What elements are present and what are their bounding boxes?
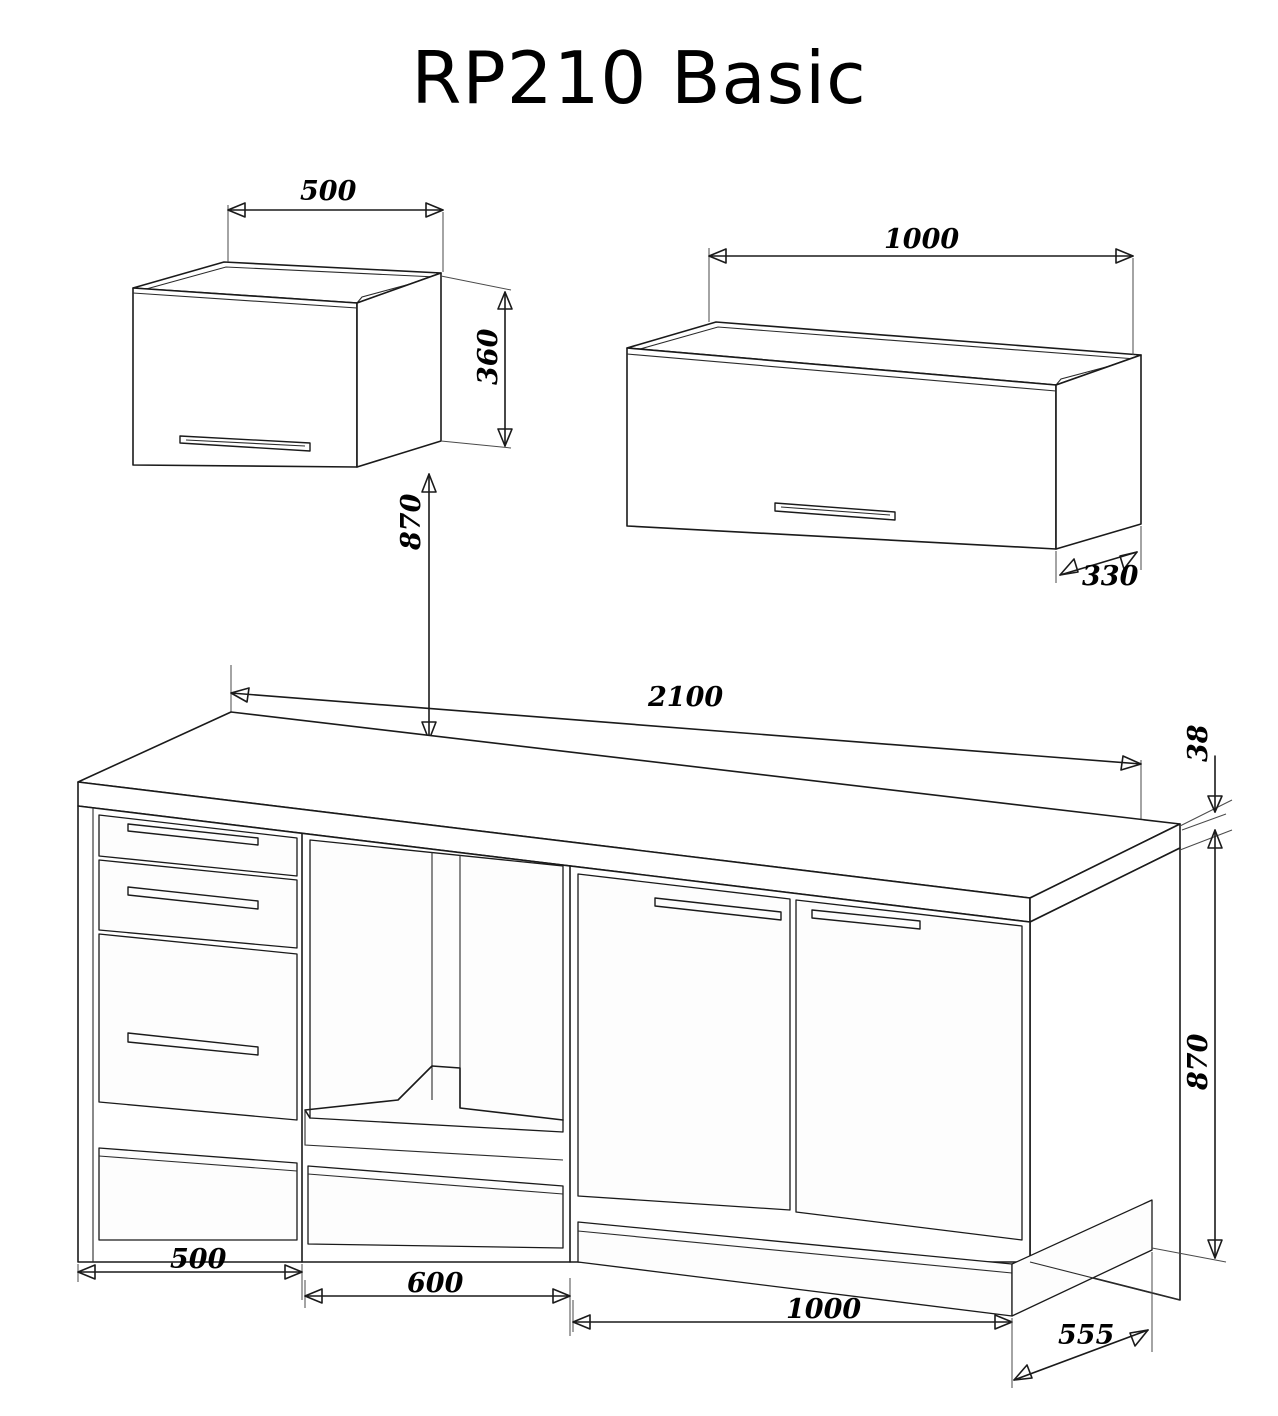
dimension-870-mount — [396, 474, 436, 740]
dimension-label: 1000 — [884, 224, 960, 255]
page-title: RP210 Basic — [411, 36, 867, 120]
dimension-label: 870 — [1183, 1033, 1214, 1090]
drawer-stack-500 — [99, 815, 302, 1262]
dimension-label: 600 — [407, 1268, 464, 1299]
appliance-opening-600 — [305, 840, 570, 1262]
dimension-label: 870 — [396, 493, 427, 550]
cabinet-side-face — [357, 273, 441, 467]
dimension-label: 555 — [1058, 1320, 1115, 1351]
drawer-front-3 — [99, 934, 297, 1120]
dimension-label: 1000 — [786, 1294, 862, 1325]
plinth-left — [99, 1148, 297, 1240]
dimension-label: 500 — [300, 176, 357, 207]
opening-interior — [310, 840, 563, 1132]
base-cabinet-run — [78, 712, 1180, 1316]
dimension-label: 500 — [170, 1244, 227, 1275]
cabinet-side-face — [1056, 355, 1141, 549]
dimension-500-top — [228, 176, 443, 272]
dimension-38 — [1180, 724, 1232, 850]
dimension-label: 2100 — [648, 682, 724, 713]
dimension-600-base — [305, 1268, 570, 1336]
dimension-360 — [441, 276, 512, 448]
wall-cabinet-1000 — [627, 322, 1141, 549]
door-front-right — [796, 900, 1022, 1240]
dimension-label: 38 — [1183, 724, 1214, 762]
door-front-left — [578, 874, 790, 1210]
wall-cabinet-500 — [133, 262, 441, 467]
dimension-label: 330 — [1082, 561, 1139, 592]
dimension-label: 360 — [473, 328, 504, 385]
